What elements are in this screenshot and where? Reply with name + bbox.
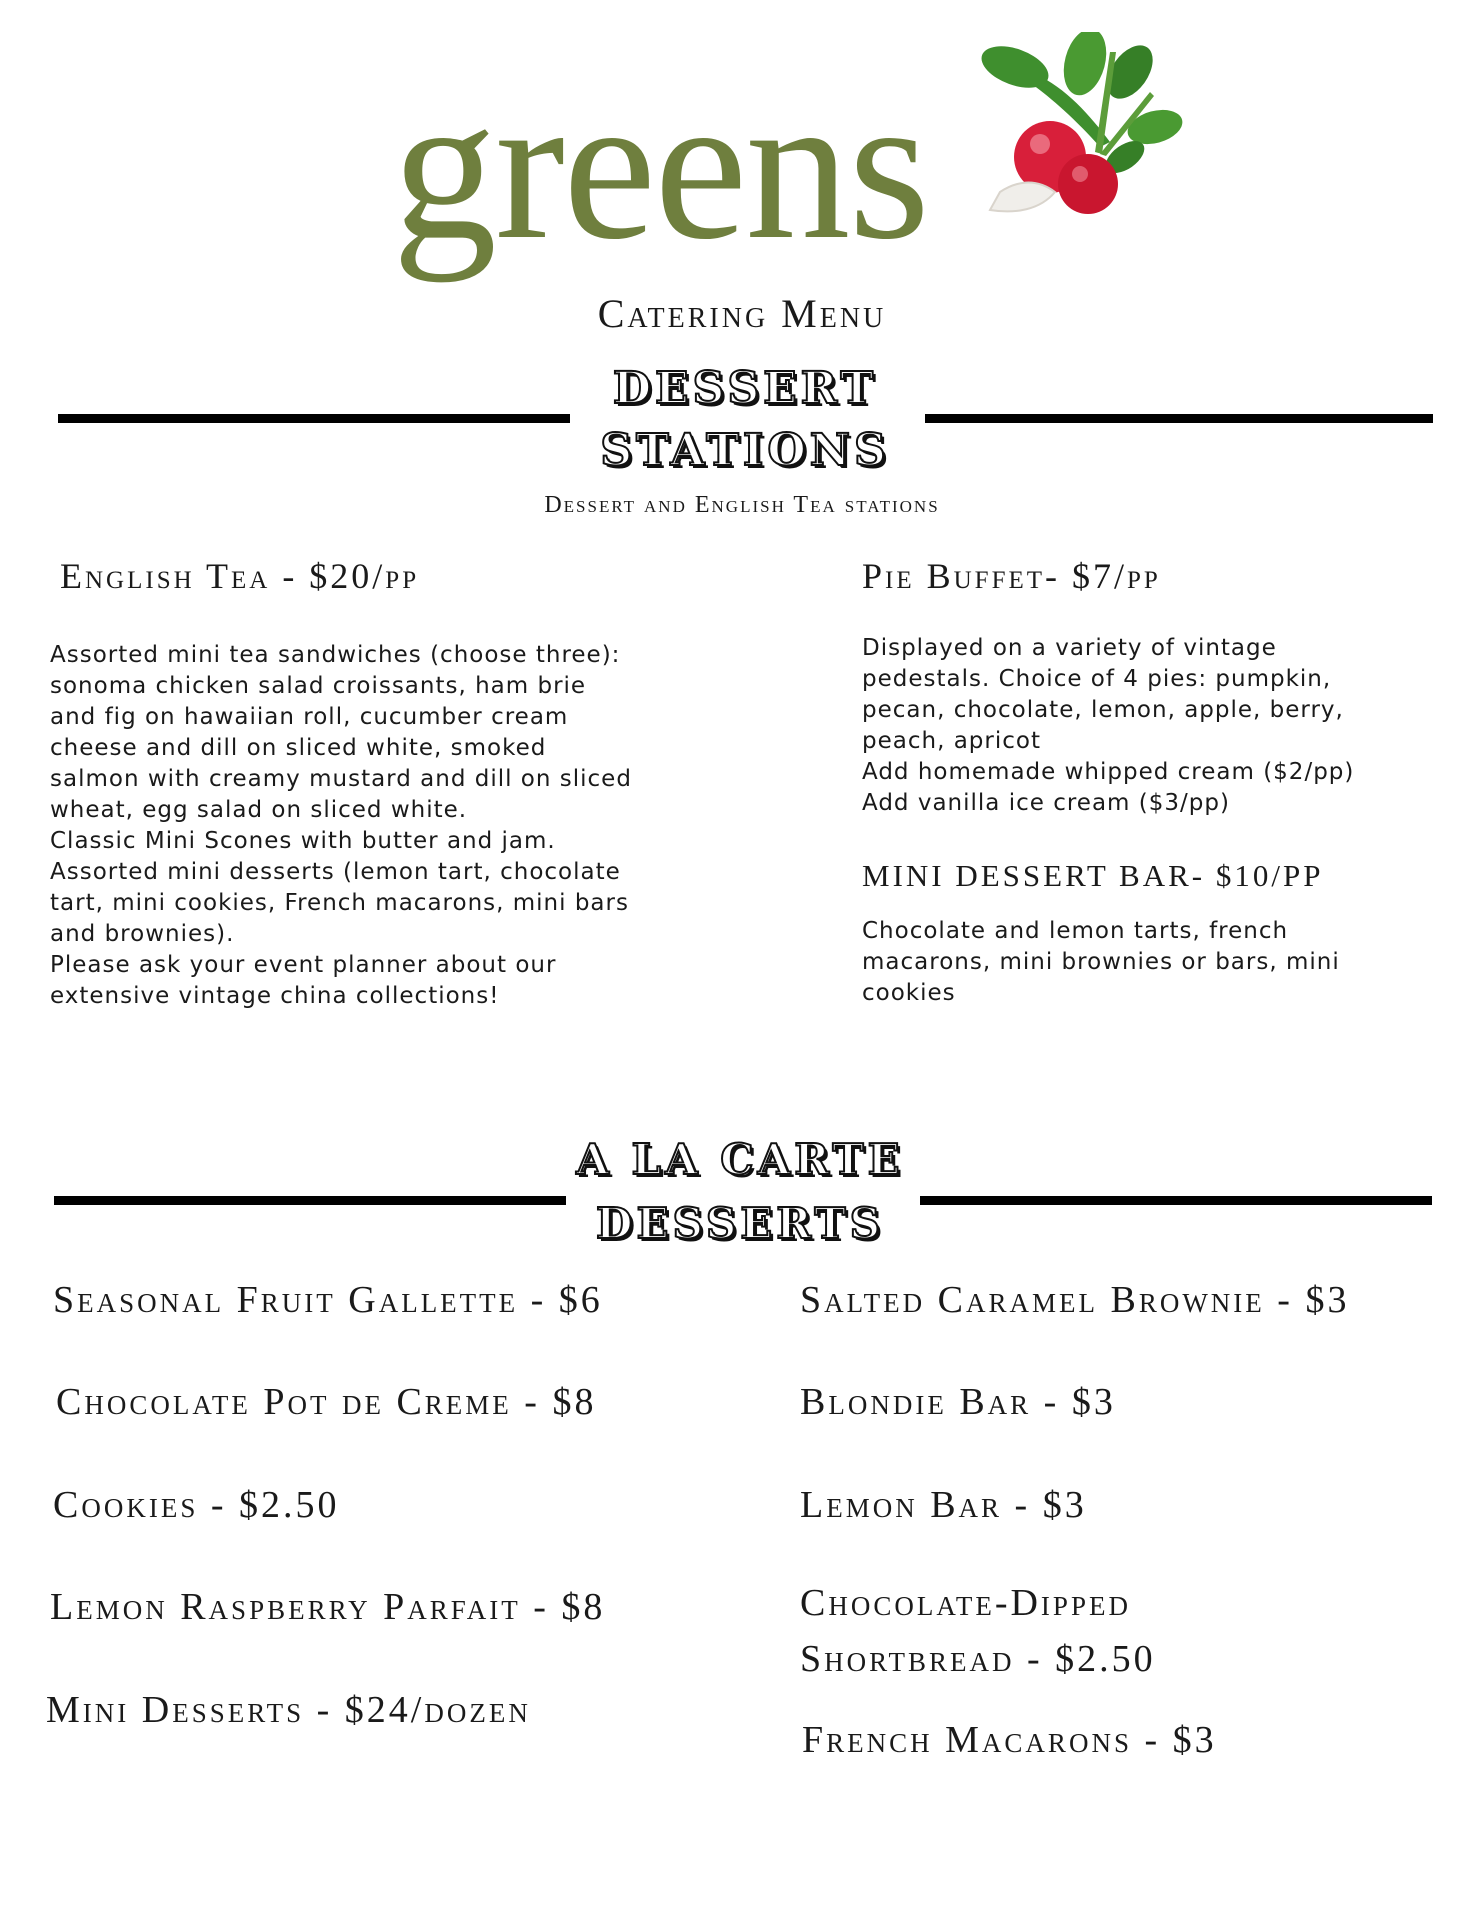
description-paragraph: Add homemade whipped cream ($2/pp)	[862, 759, 1355, 785]
description-paragraph: Classic Mini Scones with butter and jam.	[50, 828, 556, 854]
carte-item-french-macarons: French Macarons - $3	[802, 1719, 1217, 1761]
section-divider-right	[925, 414, 1433, 423]
radish-icon	[960, 32, 1185, 232]
mini-dessert-bar-description	[862, 916, 1382, 1009]
a-la-carte-title	[550, 1128, 930, 1256]
carte-item-pot-de-creme: Chocolate Pot de Creme - $8	[56, 1381, 597, 1423]
logo-wordmark: greens	[392, 51, 929, 283]
description-paragraph: Displayed on a variety of vintage pedestals. Choice of 4 pies: pumpkin, pecan, chocolate, lemon, apple, berry, peach, apricot	[862, 635, 1344, 754]
description-paragraph: Please ask your event planner about our extensive vintage china collections!	[50, 952, 557, 1009]
section-title-line: DESSERT	[612, 363, 878, 414]
description-paragraph: Chocolate and lemon tarts, french macarons, mini brownies or bars, mini cookies	[862, 918, 1340, 1006]
dessert-stations-title	[570, 358, 920, 482]
pie-buffet-description	[862, 633, 1402, 819]
carte-item-shortbread: Shortbread - $2.50	[800, 1638, 1156, 1680]
description-paragraph: Assorted mini tea sandwiches (choose three): sonoma chicken salad croissants, ham brie and fig on hawaiian roll, cucumber cream cheese and dill on sliced white, smoked salmon with creamy mustard and dill on sliced wheat, egg salad on sliced white.	[50, 642, 632, 823]
section-title-line: A LA CARTE	[576, 1135, 904, 1184]
english-tea-description	[50, 640, 640, 1012]
english-tea-title: English Tea - $20/pp	[60, 556, 420, 596]
carte-item-blondie-bar: Blondie Bar - $3	[800, 1381, 1116, 1423]
menu-subtitle: Catering Menu	[597, 291, 887, 336]
carte-item-mini-desserts: Mini Desserts - $24/dozen	[46, 1689, 531, 1731]
carte-item-lemon-raspberry-parfait: Lemon Raspberry Parfait - $8	[50, 1586, 606, 1628]
section-title-line: STATIONS	[600, 425, 890, 476]
carte-item-cookies: Cookies - $2.50	[53, 1484, 340, 1526]
section-divider-left	[54, 1196, 566, 1205]
section-title-line: DESSERTS	[596, 1199, 884, 1248]
section-divider-right	[920, 1196, 1432, 1205]
carte-item-chocolate-dipped: Chocolate-Dipped	[800, 1582, 1131, 1624]
description-paragraph: Assorted mini desserts (lemon tart, chocolate tart, mini cookies, French macarons, mini bars and brownies).	[50, 859, 629, 947]
carte-item-salted-caramel-brownie: Salted Caramel Brownie - $3	[800, 1279, 1350, 1321]
pie-buffet-title: Pie Buffet- $7/pp	[862, 556, 1161, 596]
stations-subtitle: Dessert and English Tea stations	[544, 492, 940, 518]
section-divider-left	[58, 414, 570, 423]
description-paragraph: Add vanilla ice cream ($3/pp)	[862, 790, 1230, 816]
mini-dessert-bar-title: MINI DESSERT BAR- $10/PP	[862, 858, 1324, 893]
carte-item-fruit-gallette: Seasonal Fruit Gallette - $6	[53, 1279, 603, 1321]
carte-item-lemon-bar: Lemon Bar - $3	[800, 1484, 1087, 1526]
